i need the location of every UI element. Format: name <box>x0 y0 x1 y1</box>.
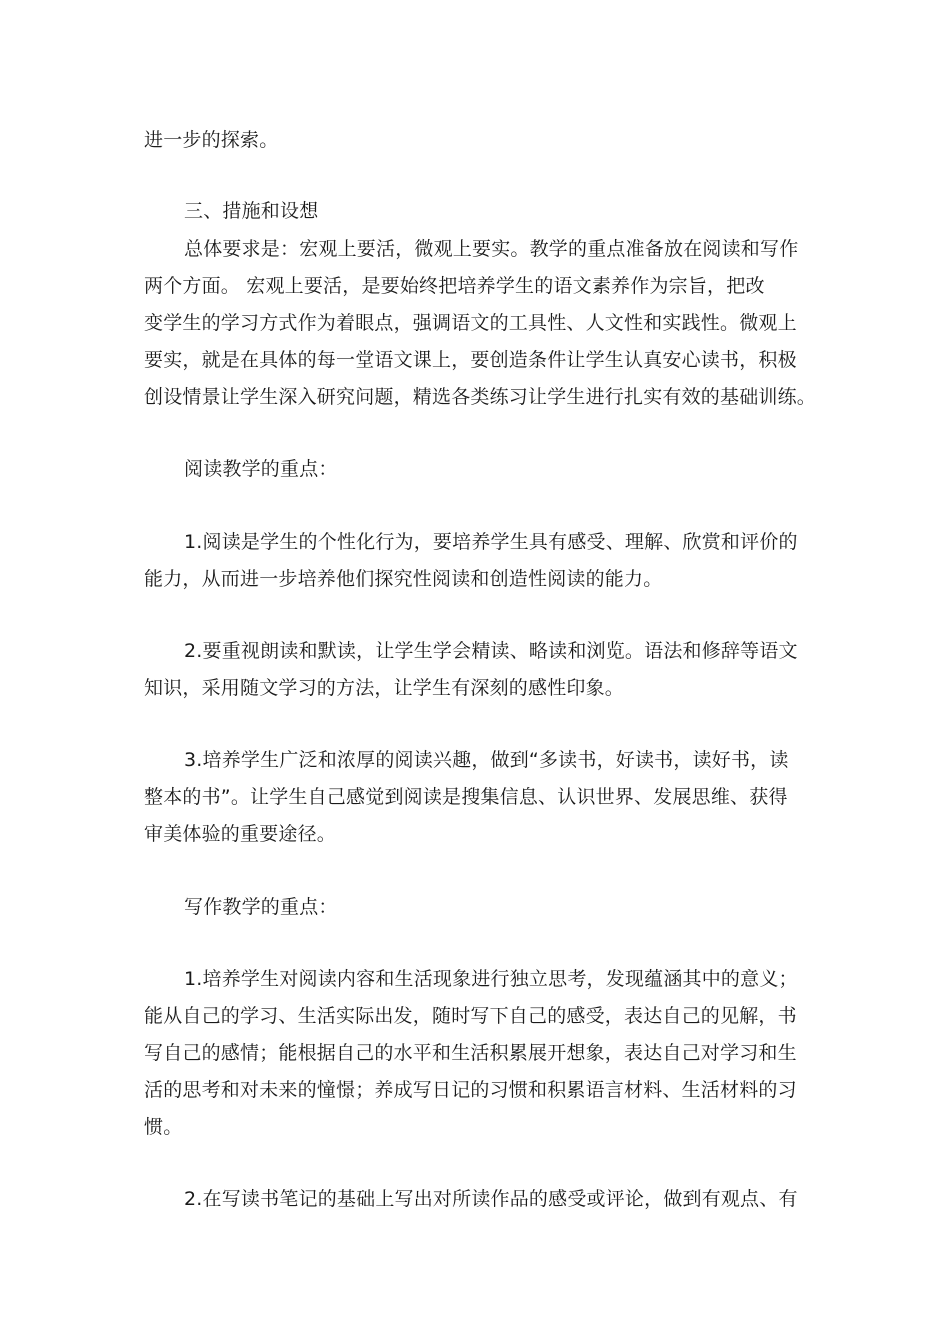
paragraph-line: 审美体验的重要途径。 <box>144 823 337 845</box>
paragraph-line: 进一步的探索。 <box>144 129 279 151</box>
paragraph-line: 知识，采用随文学习的方法，让学生有深刻的感性印象。 <box>144 677 625 699</box>
paragraph-line: 创设情景让学生深入研究问题，精选各类练习让学生进行扎实有效的基础训练。 <box>144 386 817 408</box>
subheading-reading: 阅读教学的重点： <box>184 458 338 480</box>
paragraph-line: 3.培养学生广泛和浓厚的阅读兴趣，做到“多读书，好读书，读好书，读 <box>184 749 789 771</box>
section-heading: 三、措施和设想 <box>184 200 319 222</box>
paragraph-line: 活的思考和对未来的憧憬；养成写日记的习惯和积累语言材料、生活材料的习 <box>144 1079 797 1101</box>
paragraph-line: 要实，就是在具体的每一堂语文课上，要创造条件让学生认真安心读书，积极 <box>144 349 797 371</box>
subheading-writing: 写作教学的重点： <box>184 896 338 918</box>
paragraph-line: 写自己的感情；能根据自己的水平和生活积累展开想象，表达自己对学习和生 <box>144 1042 797 1064</box>
paragraph-line: 能从自己的学习、生活实际出发，随时写下自己的感受，表达自己的见解，书 <box>144 1005 797 1027</box>
paragraph-line: 变学生的学习方式作为着眼点，强调语文的工具性、人文性和实践性。微观上 <box>144 312 797 334</box>
paragraph-line: 两个方面。 宏观上要活，是要始终把培养学生的语文素养作为宗旨，把改 <box>144 275 765 297</box>
paragraph-line: 1.阅读是学生的个性化行为，要培养学生具有感受、理解、欣赏和评价的 <box>184 531 798 553</box>
paragraph-line: 2.要重视朗读和默读，让学生学会精读、略读和浏览。语法和修辞等语文 <box>184 640 798 662</box>
paragraph-line: 能力，从而进一步培养他们探究性阅读和创造性阅读的能力。 <box>144 568 663 590</box>
paragraph-line: 2.在写读书笔记的基础上写出对所读作品的感受或评论，做到有观点、有 <box>184 1188 798 1210</box>
paragraph-line: 惯。 <box>144 1116 183 1138</box>
paragraph-line: 整本的书”。让学生自己感觉到阅读是搜集信息、认识世界、发展思维、获得 <box>144 786 788 808</box>
paragraph-line: 总体要求是：宏观上要活，微观上要实。教学的重点准备放在阅读和写作 <box>184 238 799 260</box>
paragraph-line: 1.培养学生对阅读内容和生活现象进行独立思考，发现蕴涵其中的意义； <box>184 968 798 990</box>
